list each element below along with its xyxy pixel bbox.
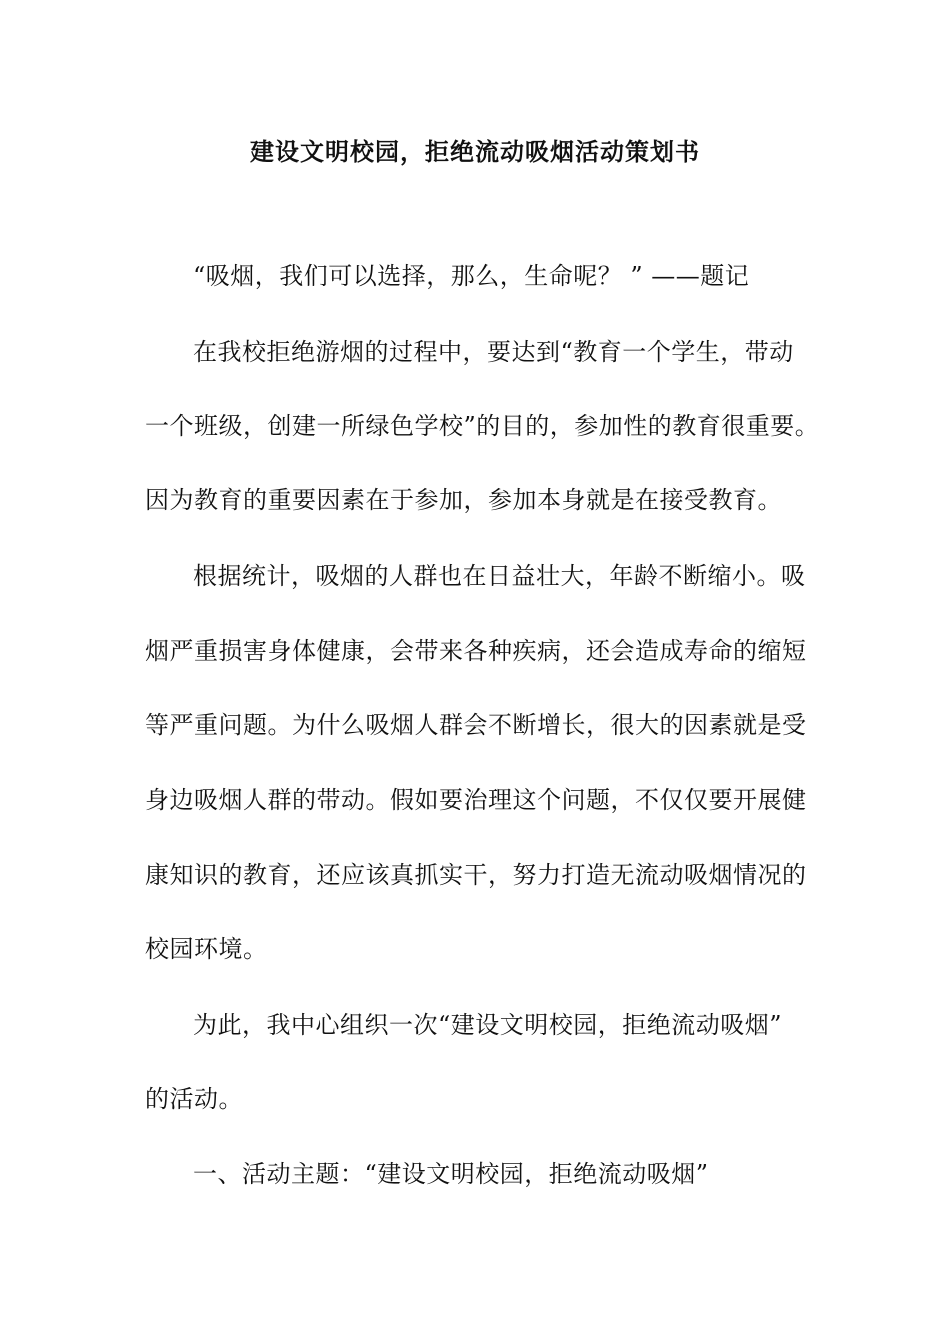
- epigraph: “吸烟，我们可以选择，那么，生命呢？ ” ——题记: [193, 262, 750, 290]
- paragraph-2-line-2: 烟严重损害身体健康，会带来各种疾病，还会造成寿命的缩短: [145, 637, 807, 665]
- paragraph-2-line-3: 等严重问题。为什么吸烟人群会不断增长，很大的因素就是受: [145, 711, 807, 739]
- paragraph-3-line-1: 为此，我中心组织一次“建设文明校园，拒绝流动吸烟”: [193, 1011, 783, 1039]
- paragraph-1-line-1: 在我校拒绝游烟的过程中，要达到“教育一个学生，带动: [193, 338, 794, 366]
- paragraph-2-line-1: 根据统计，吸烟的人群也在日益壮大，年龄不断缩小。吸: [193, 562, 806, 590]
- paragraph-3-line-2: 的活动。: [145, 1085, 243, 1113]
- document-title: 建设文明校园，拒绝流动吸烟活动策划书: [250, 137, 700, 166]
- paragraph-1-line-2: 一个班级，创建一所绿色学校”的目的，参加性的教育很重要。: [145, 412, 820, 440]
- paragraph-2-line-4: 身边吸烟人群的带动。假如要治理这个问题，不仅仅要开展健: [145, 786, 807, 814]
- section-1-heading: 一、活动主题：“建设文明校园，拒绝流动吸烟”: [193, 1160, 709, 1188]
- paragraph-2-line-6: 校园环境。: [145, 935, 268, 963]
- paragraph-1-line-3: 因为教育的重要因素在于参加，参加本身就是在接受教育。: [145, 486, 782, 514]
- paragraph-2-line-5: 康知识的教育，还应该真抓实干，努力打造无流动吸烟情况的: [145, 861, 807, 889]
